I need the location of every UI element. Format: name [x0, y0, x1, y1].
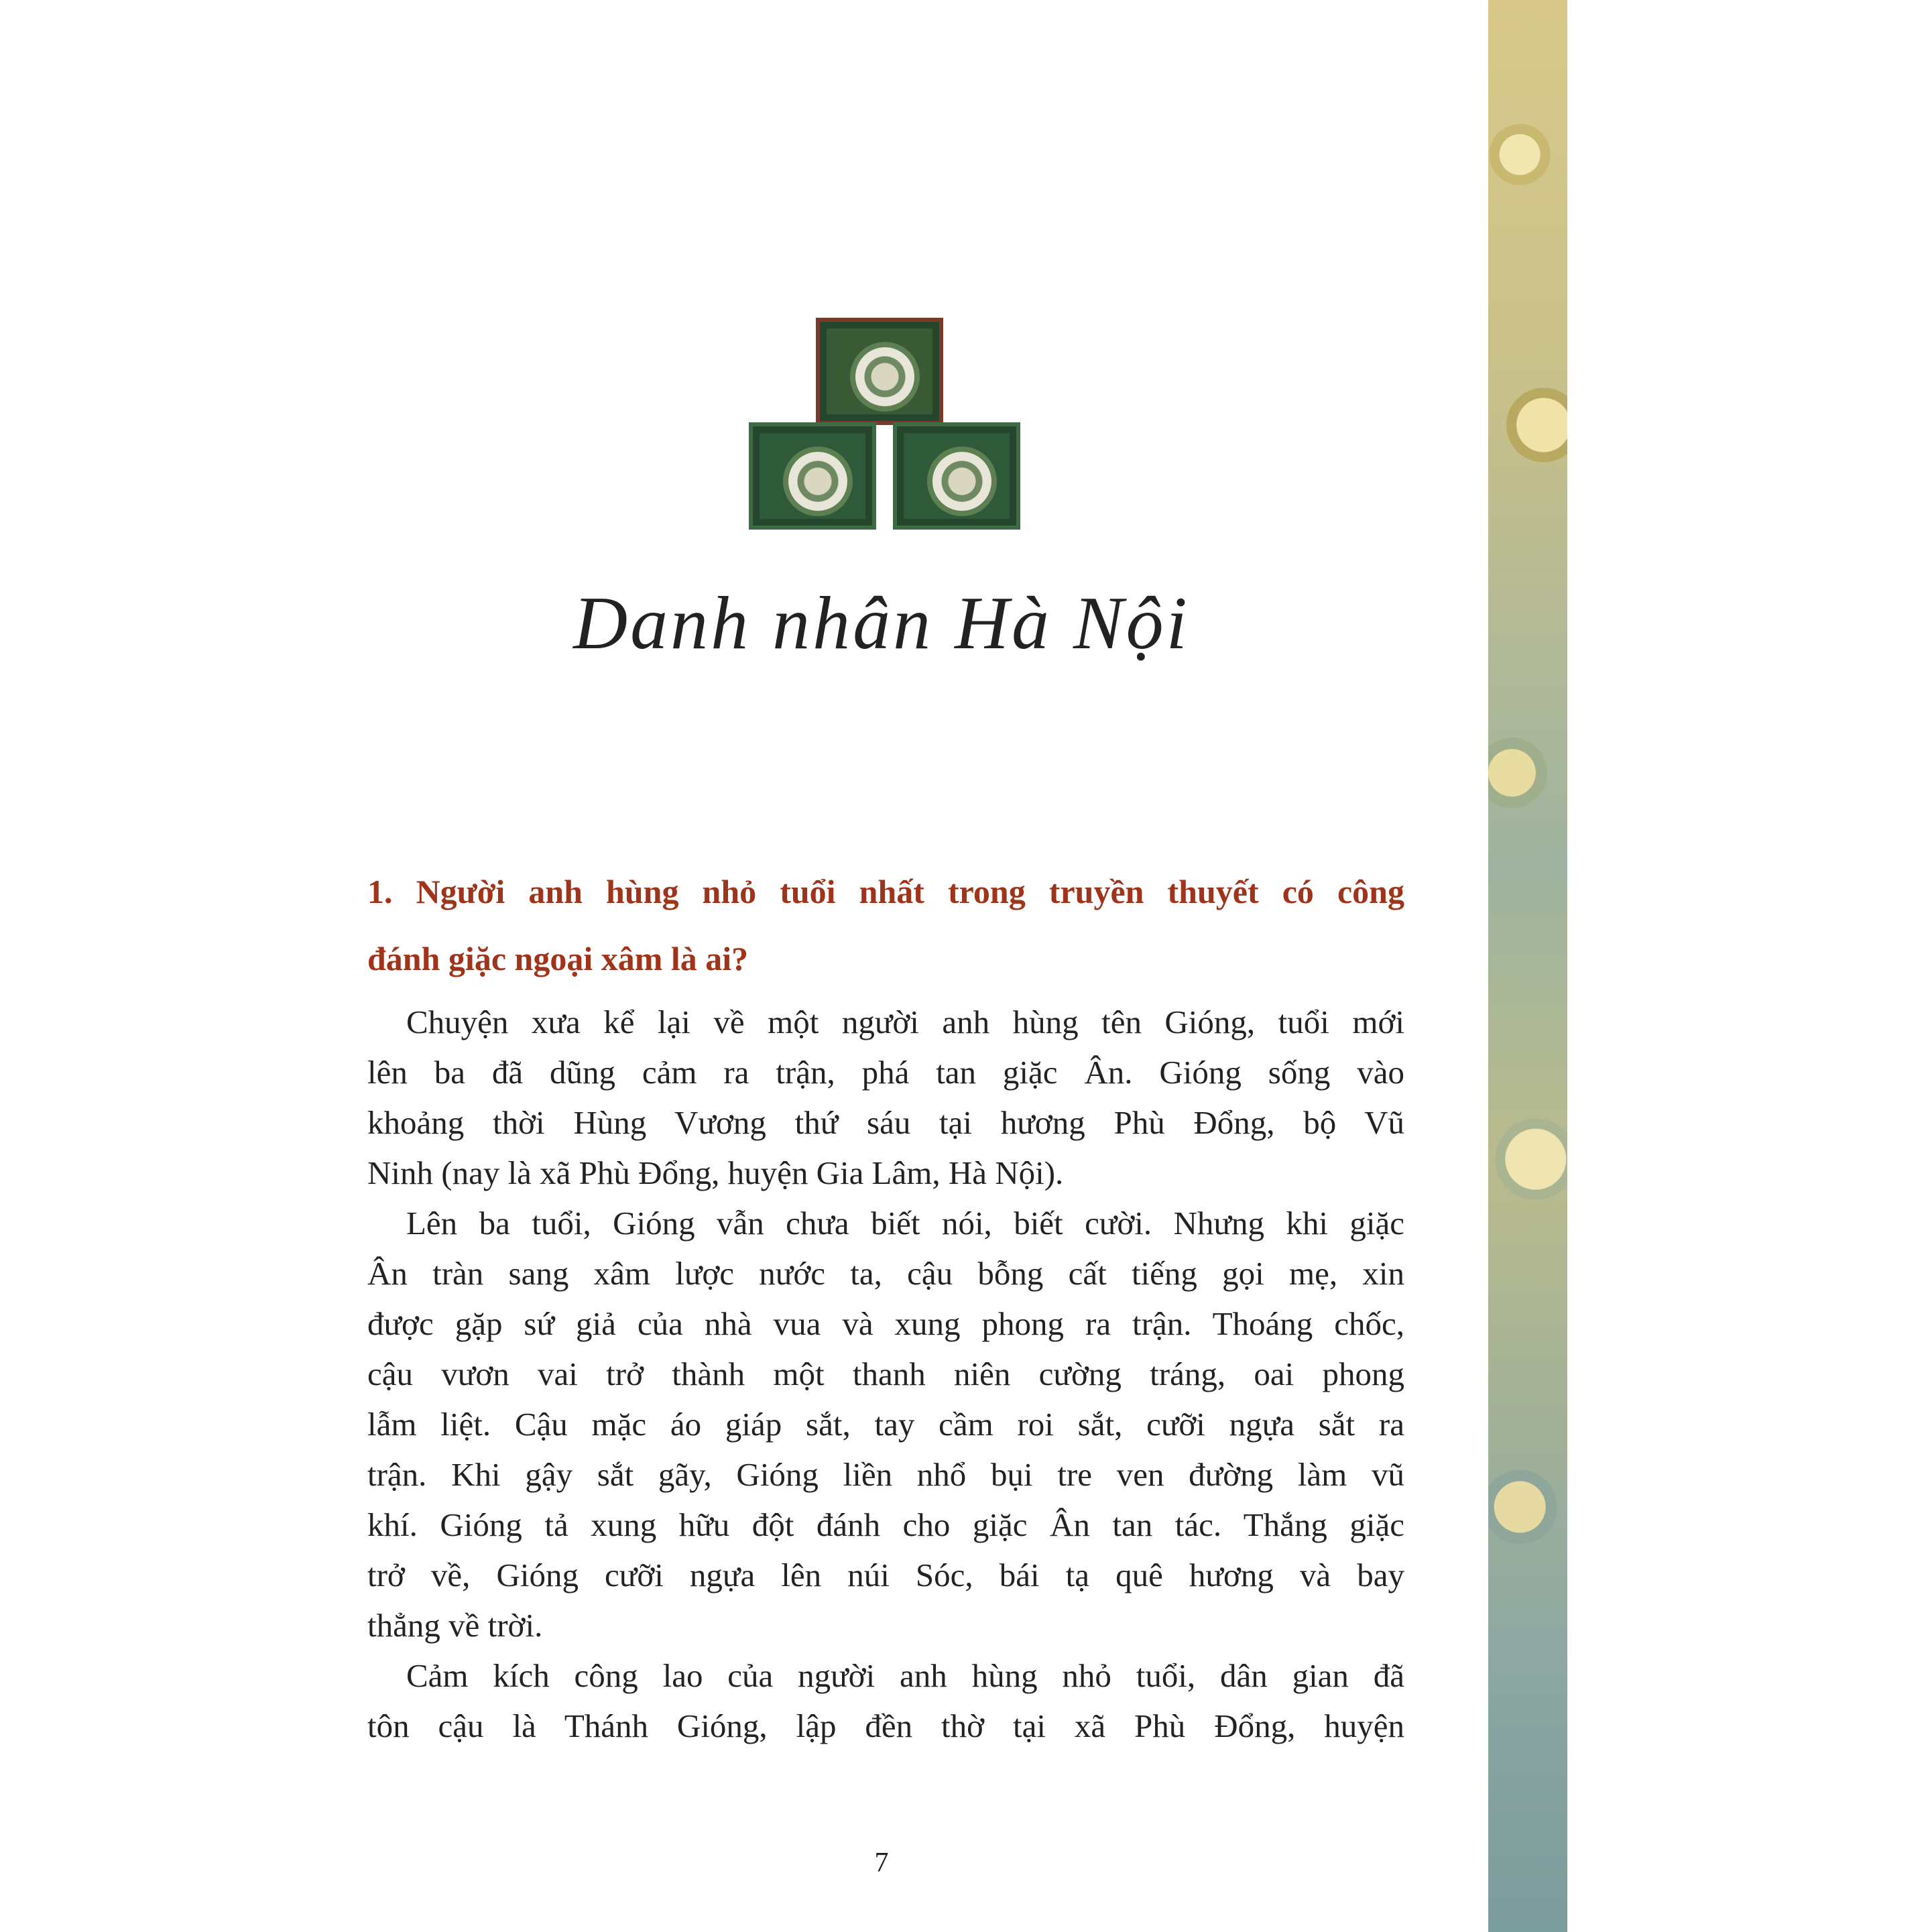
text-line: Ninh (nay là xã Phù Đổng, huyện Gia Lâm, Hà Nội).	[367, 1154, 1064, 1191]
ceramic-block	[893, 422, 1020, 530]
paragraph	[367, 997, 1404, 1198]
body-text	[367, 997, 1404, 1751]
ceramic-block	[816, 318, 943, 425]
ceramic-block	[749, 422, 876, 530]
text-line: lên ba đã dũng cảm ra trận, phá tan giặc Ân. Gióng sống vào	[367, 1054, 1404, 1091]
heading-line: 1. Người anh hùng nhỏ tuổi nhất trong truyền thuyết có công	[367, 873, 1404, 910]
text-line: thẳng về trời.	[367, 1607, 543, 1644]
paragraph	[367, 1198, 1404, 1650]
text-line: khoảng thời Hùng Vương thứ sáu tại hương Phù Đổng, bộ Vũ	[367, 1104, 1404, 1141]
ceramic-blocks-illustration	[749, 318, 1020, 530]
text-line: Lên ba tuổi, Gióng vẫn chưa biết nói, biết cười. Nhưng khi giặc	[406, 1205, 1404, 1242]
text-line: Cảm kích công lao của người anh hùng nhỏ tuổi, dân gian đã	[406, 1657, 1404, 1694]
text-line: Ân tràn sang xâm lược nước ta, cậu bỗng cất tiếng gọi mẹ, xin	[367, 1255, 1404, 1292]
text-line: được gặp sứ giả của nhà vua và xung phong ra trận. Thoáng chốc,	[367, 1305, 1404, 1342]
question-heading	[367, 858, 1404, 992]
text-line: trận. Khi gậy sắt gãy, Gióng liền nhổ bụi tre ven đường làm vũ	[367, 1456, 1404, 1493]
text-line: khí. Gióng tả xung hữu đột đánh cho giặc Ân tan tác. Thắng giặc	[367, 1506, 1404, 1543]
text-line: lẫm liệt. Cậu mặc áo giáp sắt, tay cầm roi sắt, cưỡi ngựa sắt ra	[367, 1406, 1404, 1443]
text-line: Chuyện xưa kể lại về một người anh hùng tên Gióng, tuổi mới	[406, 1004, 1404, 1040]
page-number: 7	[874, 1848, 889, 1878]
heading-line: đánh giặc ngoại xâm là ai?	[367, 940, 749, 977]
paragraph	[367, 1650, 1404, 1751]
text-line: cậu vươn vai trở thành một thanh niên cường tráng, oai phong	[367, 1355, 1404, 1392]
decorative-border-strip	[1488, 0, 1567, 1932]
text-line: tôn cậu là Thánh Gióng, lập đền thờ tại xã Phù Đổng, huyện	[367, 1707, 1404, 1744]
chapter-title: Danh nhân Hà Nội	[573, 582, 1190, 665]
text-line: trở về, Gióng cưỡi ngựa lên núi Sóc, bái tạ quê hương và bay	[367, 1557, 1404, 1593]
